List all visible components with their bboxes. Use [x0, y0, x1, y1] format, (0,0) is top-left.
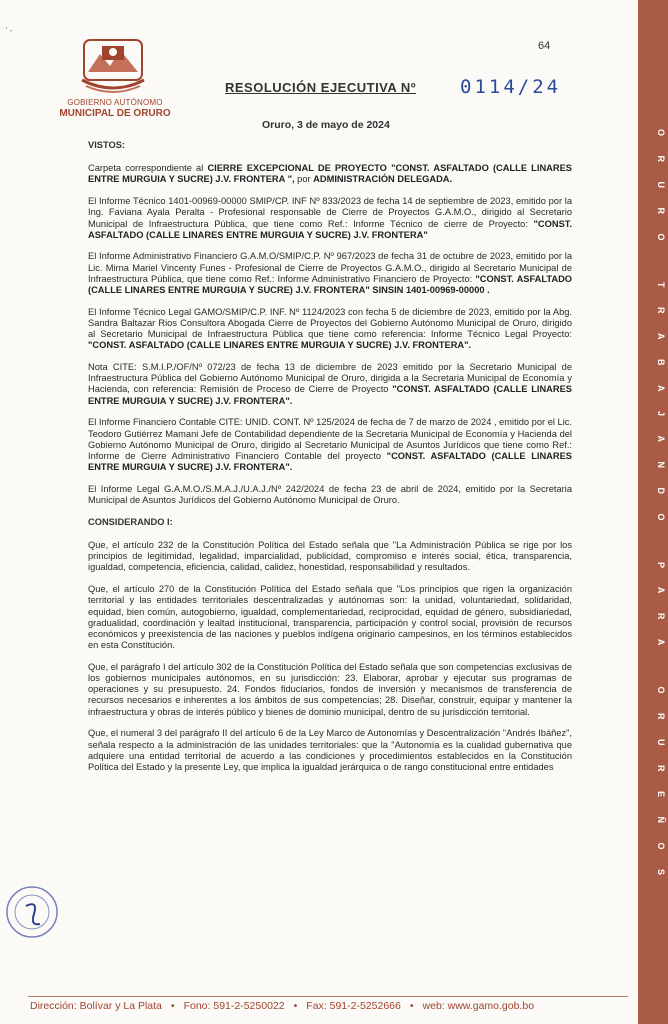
side-banner-text: ORURO TRABAJANDO PARA ORUREÑOS: [656, 129, 666, 895]
footer-divider: [28, 996, 628, 997]
paragraph: Que, el artículo 232 de la Constitución Política del Estado señala que "La Administración Pública se rige por los principios de legitimidad, legalidad, imparcialidad, publicidad, compromiso e interés social, ética, transparencia, igualdad, competencia, eficiencia, calidad, calidez, honestidad, responsabilidad y resultados.: [88, 539, 572, 573]
resolution-title: RESOLUCIÓN EJECUTIVA Nº: [225, 80, 417, 95]
place-date: Oruro, 3 de mayo de 2024: [262, 119, 390, 131]
paragraph: Nota CITE: S.M.I.P./OF/Nº 072/23 de fecha 13 de diciembre de 2023 emitido por la Secretario Municipal de Infraestructura Pública del Gobierno Autónomo Municipal de Oruro, dirigida a la Secretaria Municipal de Economía y Hacienda, con referencia: Remisión de Proceso de Cierre de Proyecto "CONST. ASFALTADO (CALLE LINARES ENTRE MURGUIA Y SUCRE) J.V. FRONTERA".: [88, 362, 572, 406]
footer-address: Dirección: Bolívar y La Plata: [30, 1000, 162, 1012]
considerando-heading: CONSIDERANDO I:: [88, 516, 173, 527]
page-number: 64: [538, 40, 551, 52]
paragraph: El Informe Legal G.A.M.O./S.M.A.J./U.A.J./Nº 242/2024 de fecha 23 de abril de 2024, emitido por la Secretaria Municipal de Asuntos Jurídicos del Gobierno Autónomo Municipal de Oruro.: [88, 483, 572, 506]
official-seal-stamp: [4, 884, 60, 940]
vistos-heading: VISTOS:: [88, 140, 126, 150]
paragraph: El Informe Técnico Legal GAMO/SMIP/C.P. INF. Nº 1124/2023 con fecha 5 de diciembre de 2023, emitido por la Abg. Sandra Baltazar Rios Consultora Abogada Cierre de Proyectos del Gobierno Autónomo Municipal de Oruro, dirigido al Secretario Municipal de Infraestructura Pública que tiene como referencia: Informe Técnico Legal Proyecto: "CONST. ASFALTADO (CALLE LINARES ENTRE MURGUIA Y SUCRE) J.V. FRONTERA".: [88, 306, 572, 351]
paragraph: Que, el parágrafo I del artículo 302 de la Constitución Política del Estado señala que son competencias exclusivas de los gobiernos municipales autónomos, en su jurisdicción: 23. Elaborar, aprobar y ejecutar sus programas de operaciones y su presupuesto. 24. Fondos fiduciarios, fondos de inversión y mecanismos de transferencia de recursos necesarios e inherentes a los ámbitos de sus competencias; 28. Diseñar, construir, equipar y mantener la infraestructura y obras de interés público y bienes de dominio municipal, dentro de su jurisdicción territorial.: [88, 661, 572, 717]
paragraph: Carpeta correspondiente al CIERRE EXCEPCIONAL DE PROYECTO "CONST. ASFALTADO (CALLE LINARES ENTRE MURGUIA Y SUCRE) J.V. FRONTERA ", por ADMINISTRACIÓN DELEGADA.: [88, 163, 572, 185]
municipal-logo: [78, 36, 148, 96]
bullet-icon: •: [409, 1000, 414, 1012]
footer-phone: Fono: 591-2-5250022: [183, 1000, 285, 1012]
margin-mark: ' -: [6, 26, 13, 35]
footer-web: web: www.gamo.gob.bo: [422, 1000, 535, 1012]
paragraph: El Informe Administrativo Financiero G.A.M.O/SMIP/C.P. Nº 967/2023 de fecha 31 de octubre de 2023, emitido por la Lic. Mirna Mariel Vincenty Funes - Profesional de Cierre de Proyectos G.A.M.O., dirigido al Secretario Municipal de Infraestructura Pública, que tiene como Ref.: Informe Administrativo Financiero de Proyecto: "CONST. ASFALTADO (CALLE LINARES ENTRE MURGUIA Y SUCRE) J.V. FRONTERA" SINSIN 1401-00969-00000 .: [88, 251, 573, 296]
paragraph: Que, el numeral 3 del parágrafo II del artículo 6 de la Ley Marco de Autonomías y Descentralización "Andrés Ibáñez", señala respecto a la administración de las unidades territoriales: que la "Autonomía es la cualidad gubernativa que adquiere una entidad territorial de acuerdo a las condiciones y procedimientos establecidos en la Constitución Política del Estado y la presente Ley, que implica la igualdad jerárquica o de rango constitucional entre entidades: [88, 728, 572, 772]
paragraph: Que, el artículo 270 de la Constitución Política del Estado señala que "Los principios que rigen la organización territorial y las entidades territoriales descentralizadas y autónomas son: la unidad, voluntariedad, solidaridad, equidad, bien común, autogobierno, igualdad, complementariedad, reciprocidad, equidad de género, subsidiariedad, gradualidad, coordinación y lealtad institucional, transparencia, participación y control social, provisión de recursos económicos y preexistencia de las naciones y pueblos indígena originario campesinos, en los términos establecidos en esta Constitución.: [88, 584, 572, 651]
bullet-icon: •: [170, 1000, 175, 1012]
side-banner: [638, 0, 668, 1024]
paragraph: El Informe Técnico 1401-00969-00000 SMIP/CP. INF Nº 833/2023 de fecha 14 de septiembre de 2023, emitido por la Ing. Faviana Ayala Peralta - Profesional responsable de Cierre de Proyectos G.A.M.O., dirigido al Secretario Municipal de Infraestructura Pública, que tiene como Ref.: Informe Técnico de cierre de Proyecto: "CONST. ASFALTADO (CALLE LINARES ENTRE MURGUIA Y SUCRE) J.V. FRONTERA": [88, 196, 572, 240]
footer-fax: Fax: 591-2-5252666: [306, 1000, 401, 1012]
logo-caption-top: GOBIERNO AUTÓNOMO: [67, 98, 163, 107]
resolution-number: 0114/24: [460, 76, 562, 98]
paragraph: El Informe Financiero Contable CITE: UNID. CONT. Nº 125/2024 de fecha de 7 de marzo de 2024 , emitido por el Lic. Teodoro Gutiérrez Mamani Jefe de Contabilidad dependiente de la Secretaria Municipal de Economía y Hacienda del Gobierno Autónomo Municipal de Oruro, dirigido al Secretario Municipal de Asuntos Jurídicos que tiene como Ref.: Informe de Cierre Administrativo Financiero Contable del proyecto "CONST. ASFALTADO (CALLE LINARES ENTRE MURGUIA Y SUCRE) J.V. FRONTERA".: [88, 417, 572, 473]
document-body: [88, 140, 572, 784]
footer: [30, 1000, 630, 1012]
logo-caption-bottom: MUNICIPAL DE ORURO: [59, 108, 171, 119]
bullet-icon: •: [293, 1000, 298, 1012]
